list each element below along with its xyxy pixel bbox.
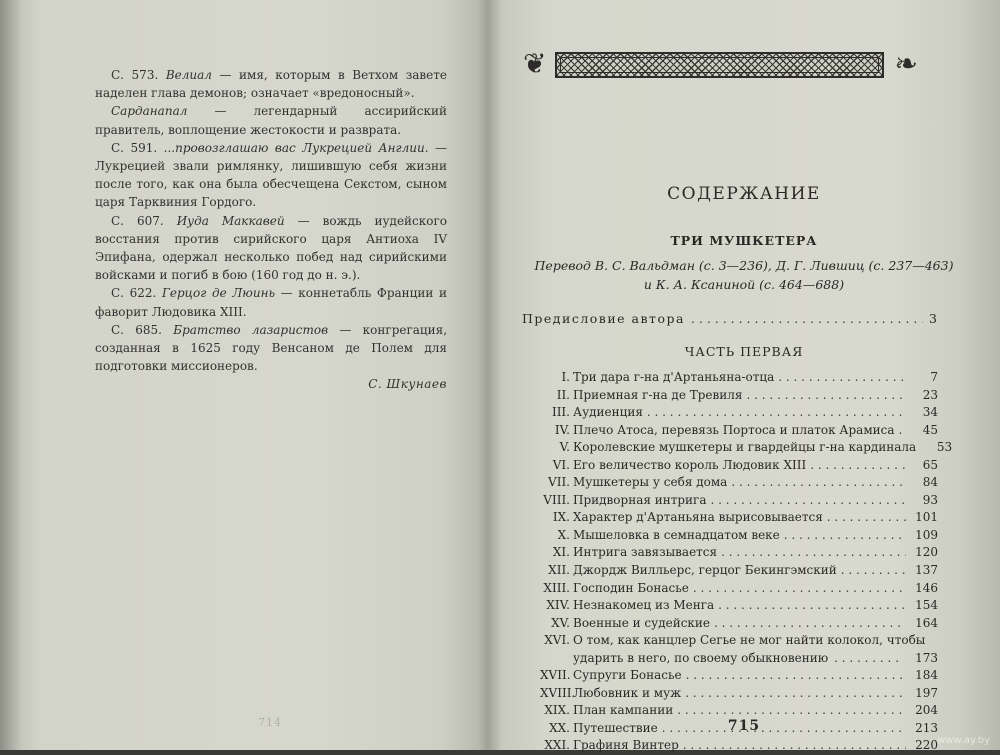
chapter-number: II. bbox=[556, 387, 570, 402]
toc-entry-chapter[interactable] bbox=[540, 387, 938, 405]
toc-entry-chapter[interactable] bbox=[540, 720, 938, 738]
chapter-number: XI. bbox=[552, 545, 570, 560]
chapter-page: 184 bbox=[915, 668, 938, 683]
endnote bbox=[95, 284, 447, 320]
chapter-title: Мышеловка в семнадцатом веке bbox=[573, 527, 780, 542]
chapter-title: Господин Бонасье bbox=[573, 580, 689, 595]
dot-leader bbox=[683, 737, 906, 755]
chapter-number: VII. bbox=[548, 475, 570, 490]
dot-leader bbox=[827, 509, 906, 527]
chapter-number: XXI. bbox=[544, 738, 570, 753]
chapter-list bbox=[540, 369, 953, 755]
chapter-number: XVIII. bbox=[540, 685, 576, 700]
endnote bbox=[95, 102, 447, 138]
toc-entry-title: Предисловие автора bbox=[522, 311, 685, 326]
chapter-title: Графиня Винтер bbox=[573, 738, 679, 753]
endnote-page-ref: С. 685. bbox=[111, 322, 174, 337]
dot-leader bbox=[746, 387, 906, 405]
right-page-number: 715 bbox=[727, 718, 761, 734]
toc-entry-chapter[interactable] bbox=[540, 580, 938, 598]
endnotes bbox=[95, 66, 447, 406]
chapter-number: XIV. bbox=[546, 598, 570, 613]
chapter-number: VIII. bbox=[543, 492, 570, 507]
toc-entry-chapter[interactable] bbox=[540, 544, 938, 562]
chapter-title-continuation-row[interactable] bbox=[540, 650, 938, 668]
dot-leader bbox=[693, 580, 906, 598]
toc-entry-chapter[interactable] bbox=[540, 527, 938, 545]
toc-entry-chapter[interactable] bbox=[540, 562, 938, 580]
dot-leader bbox=[714, 615, 906, 633]
endnote-text: — коннетабль Франции и фаворит Людовика XIII. bbox=[95, 286, 447, 319]
dot-leader bbox=[731, 474, 906, 492]
chapter-number: XX. bbox=[549, 720, 570, 735]
endnote-text: — вождь иудейского восстания против сирийского царя Антиоха IV Эпифана, одержал несколько побед над сирийскими войсками и погиб в бою (160 год до н. э.). bbox=[95, 213, 448, 283]
dot-leader bbox=[662, 720, 906, 738]
chapter-page: 173 bbox=[915, 650, 938, 665]
chapter-title: Характер д'Артаньяна вырисовывается bbox=[573, 510, 823, 525]
toc-entry-chapter[interactable] bbox=[540, 509, 938, 527]
dot-leader bbox=[691, 311, 923, 326]
endnote-term: Братство лазаристов bbox=[173, 322, 329, 337]
chapter-page: 53 bbox=[936, 440, 953, 455]
chapter-number: I. bbox=[561, 370, 570, 384]
chapter-page: 213 bbox=[915, 720, 938, 735]
dot-leader bbox=[834, 650, 904, 668]
toc-entry-chapter[interactable] bbox=[540, 439, 953, 457]
chapter-title: Плечо Атоса, перевязь Портоса и платок Арамиса bbox=[573, 422, 895, 437]
chapter-title: Любовник и муж bbox=[573, 685, 682, 700]
part-heading: ЧАСТЬ ПЕРВАЯ bbox=[684, 344, 804, 359]
chapter-number: XVII. bbox=[540, 668, 571, 683]
left-page-number: 714 bbox=[258, 716, 282, 729]
toc-entry-chapter[interactable] bbox=[540, 457, 938, 475]
chapter-number: III. bbox=[551, 405, 570, 420]
dot-leader bbox=[841, 562, 906, 580]
chapter-page: 109 bbox=[915, 527, 938, 542]
dot-leader bbox=[677, 702, 906, 720]
chapter-number: XIX. bbox=[544, 703, 570, 718]
chapter-number: IX. bbox=[552, 510, 570, 525]
chapter-title: Королевские мушкетеры и гвардейцы г-на кардинала bbox=[573, 440, 917, 455]
chapter-number: XV. bbox=[551, 615, 570, 630]
chapter-page: 164 bbox=[915, 615, 938, 630]
book-title: ТРИ МУШКЕТЕРА bbox=[670, 233, 818, 248]
chapter-page: 120 bbox=[915, 545, 938, 560]
chapter-page: 23 bbox=[922, 387, 938, 402]
endnote bbox=[95, 212, 447, 285]
chapter-title: Военные и судейские bbox=[573, 615, 711, 630]
chapter-number: IV. bbox=[554, 422, 570, 437]
endnote bbox=[95, 139, 447, 212]
chapter-title: О том, как канцлер Сегье не мог найти колокол, чтобы bbox=[573, 633, 926, 648]
dot-leader bbox=[686, 667, 906, 685]
chapter-page: 137 bbox=[915, 563, 938, 578]
translators-line: и К. А. Ксаниной (с. 464—688) bbox=[643, 277, 845, 292]
chapter-page: 154 bbox=[915, 598, 938, 613]
toc-entry-chapter[interactable] bbox=[540, 702, 938, 720]
dot-leader bbox=[778, 369, 906, 387]
chapter-number: V. bbox=[559, 440, 570, 455]
toc-entry-page: 3 bbox=[929, 311, 937, 326]
chapter-page: 65 bbox=[922, 457, 938, 472]
toc-entry-chapter[interactable] bbox=[540, 492, 938, 510]
chapter-title: Его величество король Людовик XIII bbox=[573, 457, 807, 472]
signature: С. Шкунаев bbox=[368, 377, 447, 392]
endnote-page-ref: С. 622. bbox=[111, 286, 162, 301]
chapter-title-continuation: ударить в него, по своему обыкновению bbox=[573, 650, 829, 665]
toc-entry-chapter[interactable] bbox=[540, 597, 938, 615]
endnote-text: — конгрегация, созданная в 1625 году Венсаном де Полем для подготовки миссионеров. bbox=[95, 322, 448, 374]
endnote-page-ref: С. 591. bbox=[111, 140, 164, 155]
chapter-title: Незнакомец из Менга bbox=[573, 598, 715, 613]
chapter-number: XII. bbox=[548, 563, 570, 578]
left-page bbox=[0, 0, 488, 750]
endnote-text: — Лукрецией звали римлянку, лишившую себя жизни после того, как она была обесчещена Секстом, сыном царя Тарквиния Гордого. bbox=[95, 140, 447, 210]
toc-entry-chapter[interactable] bbox=[540, 685, 938, 703]
chapter-page: 7 bbox=[930, 370, 938, 384]
chapter-number: XIII. bbox=[543, 580, 570, 595]
toc-entry-chapter[interactable] bbox=[540, 422, 938, 440]
chapter-number: XVI. bbox=[544, 633, 570, 648]
endnote bbox=[95, 321, 447, 376]
chapter-page: 220 bbox=[915, 738, 938, 753]
chapter-title: Мушкетеры у себя дома bbox=[573, 475, 728, 490]
watermark: www.ay.by bbox=[937, 735, 990, 746]
chapter-title: Приемная г-на де Тревиля bbox=[573, 387, 743, 402]
chapter-page: 93 bbox=[922, 492, 938, 507]
endnote-term: Велиал bbox=[165, 68, 212, 82]
endnote-page-ref: С. 573. bbox=[111, 68, 166, 82]
chapter-page: 45 bbox=[922, 422, 938, 437]
endnote-text: — легендарный ассирийский правитель, воплощение жестокости и разврата. bbox=[95, 104, 447, 137]
endnote bbox=[95, 66, 447, 102]
dot-leader bbox=[711, 492, 907, 510]
toc-entry-chapter[interactable] bbox=[540, 615, 938, 633]
chapter-number: X. bbox=[557, 527, 570, 542]
toc-entry-chapter[interactable] bbox=[540, 474, 938, 492]
dot-leader bbox=[647, 404, 906, 422]
toc-entry-chapter[interactable] bbox=[540, 667, 938, 685]
dot-leader bbox=[685, 685, 906, 703]
dot-leader bbox=[718, 597, 906, 615]
chapter-title: Интрига завязывается bbox=[573, 545, 718, 560]
dot-leader bbox=[784, 527, 906, 545]
contents-heading: СОДЕРЖАНИЕ bbox=[667, 184, 821, 204]
chapter-title: Аудиенция bbox=[573, 405, 643, 420]
chapter-page: 84 bbox=[922, 475, 938, 490]
scroll-ornament-icon: ❦ bbox=[523, 47, 547, 80]
dot-leader bbox=[721, 544, 906, 562]
chapter-page: 101 bbox=[915, 510, 938, 525]
endnote-text: — имя, которым в Ветхом завете наделен глава демонов; означает «вредоносный». bbox=[95, 68, 447, 101]
dot-leader bbox=[899, 422, 906, 440]
chapter-title: План кампании bbox=[573, 703, 674, 718]
toc-entry-chapter[interactable] bbox=[540, 369, 938, 387]
translators-line: Перевод В. С. Вальдман (с. 3—236), Д. Г. Лившиц (с. 237—463) bbox=[534, 258, 954, 273]
endnote-term: Иуда Маккавей bbox=[176, 213, 285, 228]
dot-leader bbox=[810, 457, 906, 475]
scroll-ornament-icon: ❧ bbox=[894, 47, 918, 80]
toc-entry-chapter[interactable] bbox=[540, 632, 938, 650]
chapter-title: Путешествие bbox=[573, 720, 658, 735]
chapter-title: Придворная интрига bbox=[573, 492, 707, 507]
chapter-page: 197 bbox=[915, 685, 938, 700]
chapter-page: 204 bbox=[915, 703, 938, 718]
toc-entry-chapter[interactable] bbox=[540, 404, 938, 422]
chapter-title: Супруги Бонасье bbox=[573, 668, 682, 683]
toc-entry-preface[interactable] bbox=[522, 311, 937, 326]
chapter-page: 34 bbox=[922, 405, 938, 420]
endnote-term: Герцог де Люинь bbox=[161, 286, 276, 301]
chapter-title: Три дара г-на д'Артаньяна-отца bbox=[573, 370, 775, 384]
toc-entry-chapter[interactable] bbox=[540, 737, 938, 755]
endnote-term: Сарданапал bbox=[111, 104, 188, 119]
endnote-page-ref: С. 607. bbox=[111, 213, 177, 228]
chapter-page: 146 bbox=[915, 580, 938, 595]
chapter-number: VI. bbox=[552, 457, 570, 472]
chapter-title: Джордж Вилльерс, герцог Бекингэмский bbox=[573, 563, 837, 578]
endnote-term: ...провозглашаю вас Лукрецией Англии. bbox=[163, 140, 429, 155]
translators-credit bbox=[488, 256, 1000, 294]
